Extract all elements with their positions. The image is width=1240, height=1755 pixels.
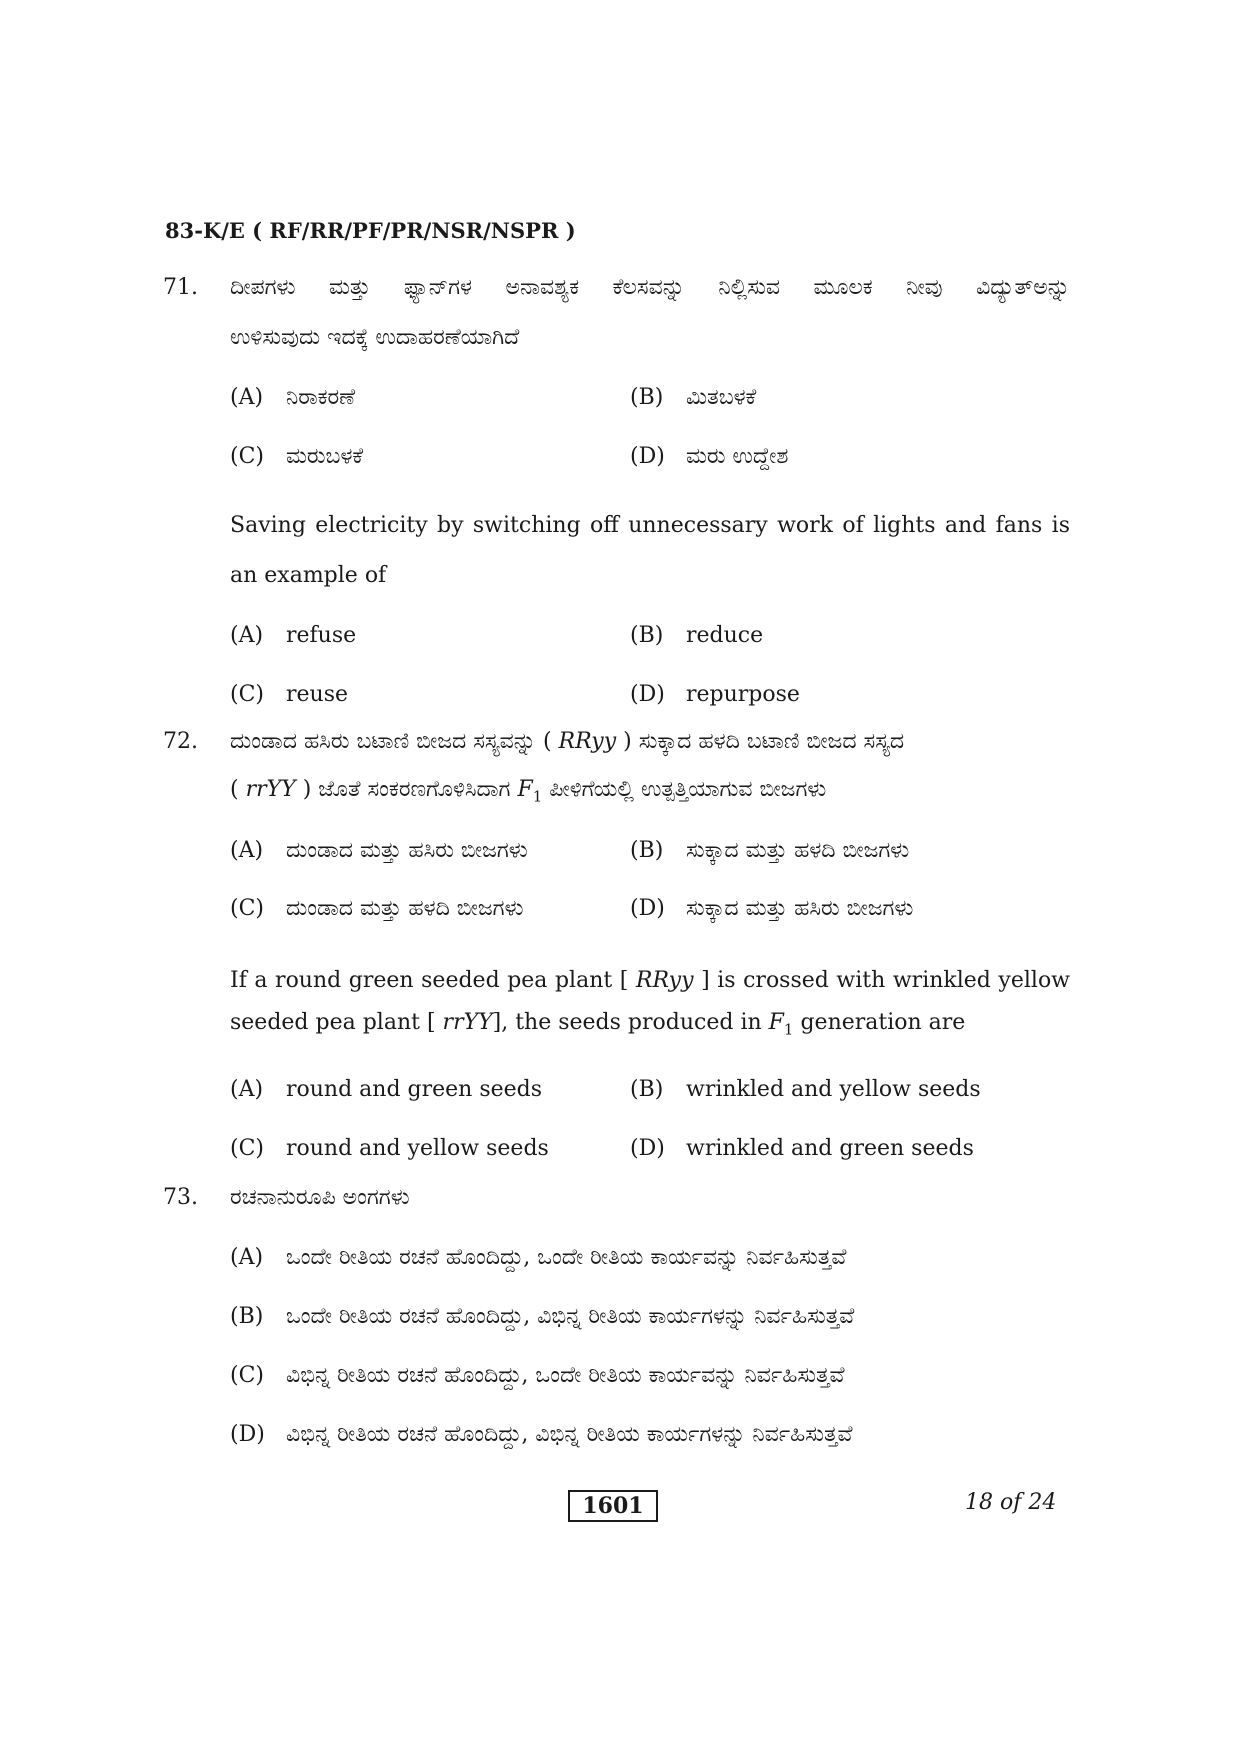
question-72-number: 72. <box>163 729 198 754</box>
q71-en-option-b-text: reduce <box>686 623 764 648</box>
q72-english-line-1: If a round green seeded pea plant [ RRyy ] is crossed with wrinkled yellow <box>230 968 1071 993</box>
q72-kn-option-d-label: (D) <box>630 896 665 921</box>
page-number: 18 of 24 <box>965 1490 1057 1515</box>
q71-kn-option-a-label: (A) <box>230 385 264 410</box>
q71-en-option-a-text: refuse <box>286 623 357 648</box>
q71-english-line-2: an example of <box>230 563 387 588</box>
q71-en-option-b-label: (B) <box>630 623 664 648</box>
q71-en-option-d-text: repurpose <box>686 682 800 707</box>
q72-kn-option-d-text: ಸುಕ್ಕಾದ ಮತ್ತು ಹಸಿರು ಬೀಜಗಳು <box>686 896 914 921</box>
q71-en-option-c-text: reuse <box>286 682 349 707</box>
q73-kannada-line: ರಚನಾನುರೂಪಿ ಅಂಗಗಳು <box>230 1185 410 1210</box>
q71-kn-option-c-text: ಮರುಬಳಕೆ <box>286 444 364 469</box>
q71-en-option-a-label: (A) <box>230 623 264 648</box>
q71-kn-option-b-label: (B) <box>630 385 664 410</box>
q73-option-b-label: (B) <box>230 1304 264 1329</box>
q72-kn-option-c-text: ದುಂಡಾದ ಮತ್ತು ಹಳದಿ ಬೀಜಗಳು <box>286 896 524 921</box>
q72-kannada-line-1: ದುಂಡಾದ ಹಸಿರು ಬಟಾಣಿ ಬೀಜದ ಸಸ್ಯವನ್ನು ( RRyy ) ಸುಕ್ಕಾದ ಹಳದಿ ಬಟಾಣಿ ಬೀಜದ ಸಸ್ಯದ <box>230 729 905 754</box>
question-73-number: 73. <box>163 1185 198 1210</box>
q72-kn-option-b-label: (B) <box>630 838 664 863</box>
q72-en-option-a-text: round and green seeds <box>286 1077 543 1102</box>
q71-kn-option-c-label: (C) <box>230 444 264 469</box>
q73-option-d-label: (D) <box>230 1422 265 1447</box>
q72-english-line-2: seeded pea plant [ rrYY], the seeds produced in $F_1$ generation are <box>230 1010 966 1039</box>
question-71-number: 71. <box>163 275 198 300</box>
q71-kn-option-d-label: (D) <box>630 444 665 469</box>
q72-en-option-a-label: (A) <box>230 1077 264 1102</box>
q72-kn-option-a-label: (A) <box>230 838 264 863</box>
q71-english-line-1: Saving electricity by switching off unnecessary work of lights and fans is <box>230 513 1070 538</box>
q71-kn-option-d-text: ಮರು ಉದ್ದೇಶ <box>686 444 789 469</box>
q72-kn-option-b-text: ಸುಕ್ಕಾದ ಮತ್ತು ಹಳದಿ ಬೀಜಗಳು <box>686 838 910 863</box>
footer-paper-code: 1601 <box>568 1490 658 1522</box>
q71-en-option-d-label: (D) <box>630 682 665 707</box>
q71-kn-option-b-text: ಮಿತಬಳಕೆ <box>686 385 757 410</box>
q71-kannada-line-1: ದೀಪಗಳು ಮತ್ತು ಫ್ಯಾನ್‌ಗಳ ಅನಾವಶ್ಯಕ ಕೆಲಸವನ್ನು ನಿಲ್ಲಿಸುವ ಮೂಲಕ ನೀವು ವಿದ್ಯುತ್‌ಅನ್ನು <box>230 275 1070 300</box>
q71-kannada-line-2: ಉಳಿಸುವುದು ಇದಕ್ಕೆ ಉದಾಹರಣೆಯಾಗಿದೆ <box>230 325 520 350</box>
q72-en-option-b-label: (B) <box>630 1077 664 1102</box>
q72-en-option-c-text: round and yellow seeds <box>286 1136 549 1161</box>
q73-option-c-label: (C) <box>230 1363 264 1388</box>
q73-option-a-label: (A) <box>230 1245 264 1270</box>
q72-kn-option-a-text: ದುಂಡಾದ ಮತ್ತು ಹಸಿರು ಬೀಜಗಳು <box>286 838 528 863</box>
q73-option-a-text: ಒಂದೇ ರೀತಿಯ ರಚನೆ ಹೊಂದಿದ್ದು, ಒಂದೇ ರೀತಿಯ ಕಾರ್ಯವನ್ನು ನಿರ್ವಹಿಸುತ್ತವೆ <box>286 1245 847 1270</box>
q73-option-d-text: ವಿಭಿನ್ನ ರೀತಿಯ ರಚನೆ ಹೊಂದಿದ್ದು, ವಿಭಿನ್ನ ರೀತಿಯ ಕಾರ್ಯಗಳನ್ನು ನಿರ್ವಹಿಸುತ್ತವೆ <box>286 1422 853 1447</box>
q72-kn-option-c-label: (C) <box>230 896 264 921</box>
q72-en-option-b-text: wrinkled and yellow seeds <box>686 1077 981 1102</box>
paper-code: 83-K/E ( RF/RR/PF/PR/NSR/NSPR ) <box>165 218 576 243</box>
q72-en-option-c-label: (C) <box>230 1136 264 1161</box>
q73-option-c-text: ವಿಭಿನ್ನ ರೀತಿಯ ರಚನೆ ಹೊಂದಿದ್ದು, ಒಂದೇ ರೀತಿಯ ಕಾರ್ಯವನ್ನು ನಿರ್ವಹಿಸುತ್ತವೆ <box>286 1363 845 1388</box>
q73-option-b-text: ಒಂದೇ ರೀತಿಯ ರಚನೆ ಹೊಂದಿದ್ದು, ವಿಭಿನ್ನ ರೀತಿಯ ಕಾರ್ಯಗಳನ್ನು ನಿರ್ವಹಿಸುತ್ತವೆ <box>286 1304 855 1329</box>
q71-en-option-c-label: (C) <box>230 682 264 707</box>
q72-en-option-d-text: wrinkled and green seeds <box>686 1136 974 1161</box>
q72-en-option-d-label: (D) <box>630 1136 665 1161</box>
q72-kannada-line-2: ( rrYY ) ಜೊತೆ ಸಂಕರಣಗೊಳಿಸಿದಾಗ $F_1$ ಪೀಳಿಗೆಯಲ್ಲಿ ಉತ್ಪತ್ತಿಯಾಗುವ ಬೀಜಗಳು <box>230 777 827 806</box>
q71-kn-option-a-text: ನಿರಾಕರಣೆ <box>286 385 356 410</box>
